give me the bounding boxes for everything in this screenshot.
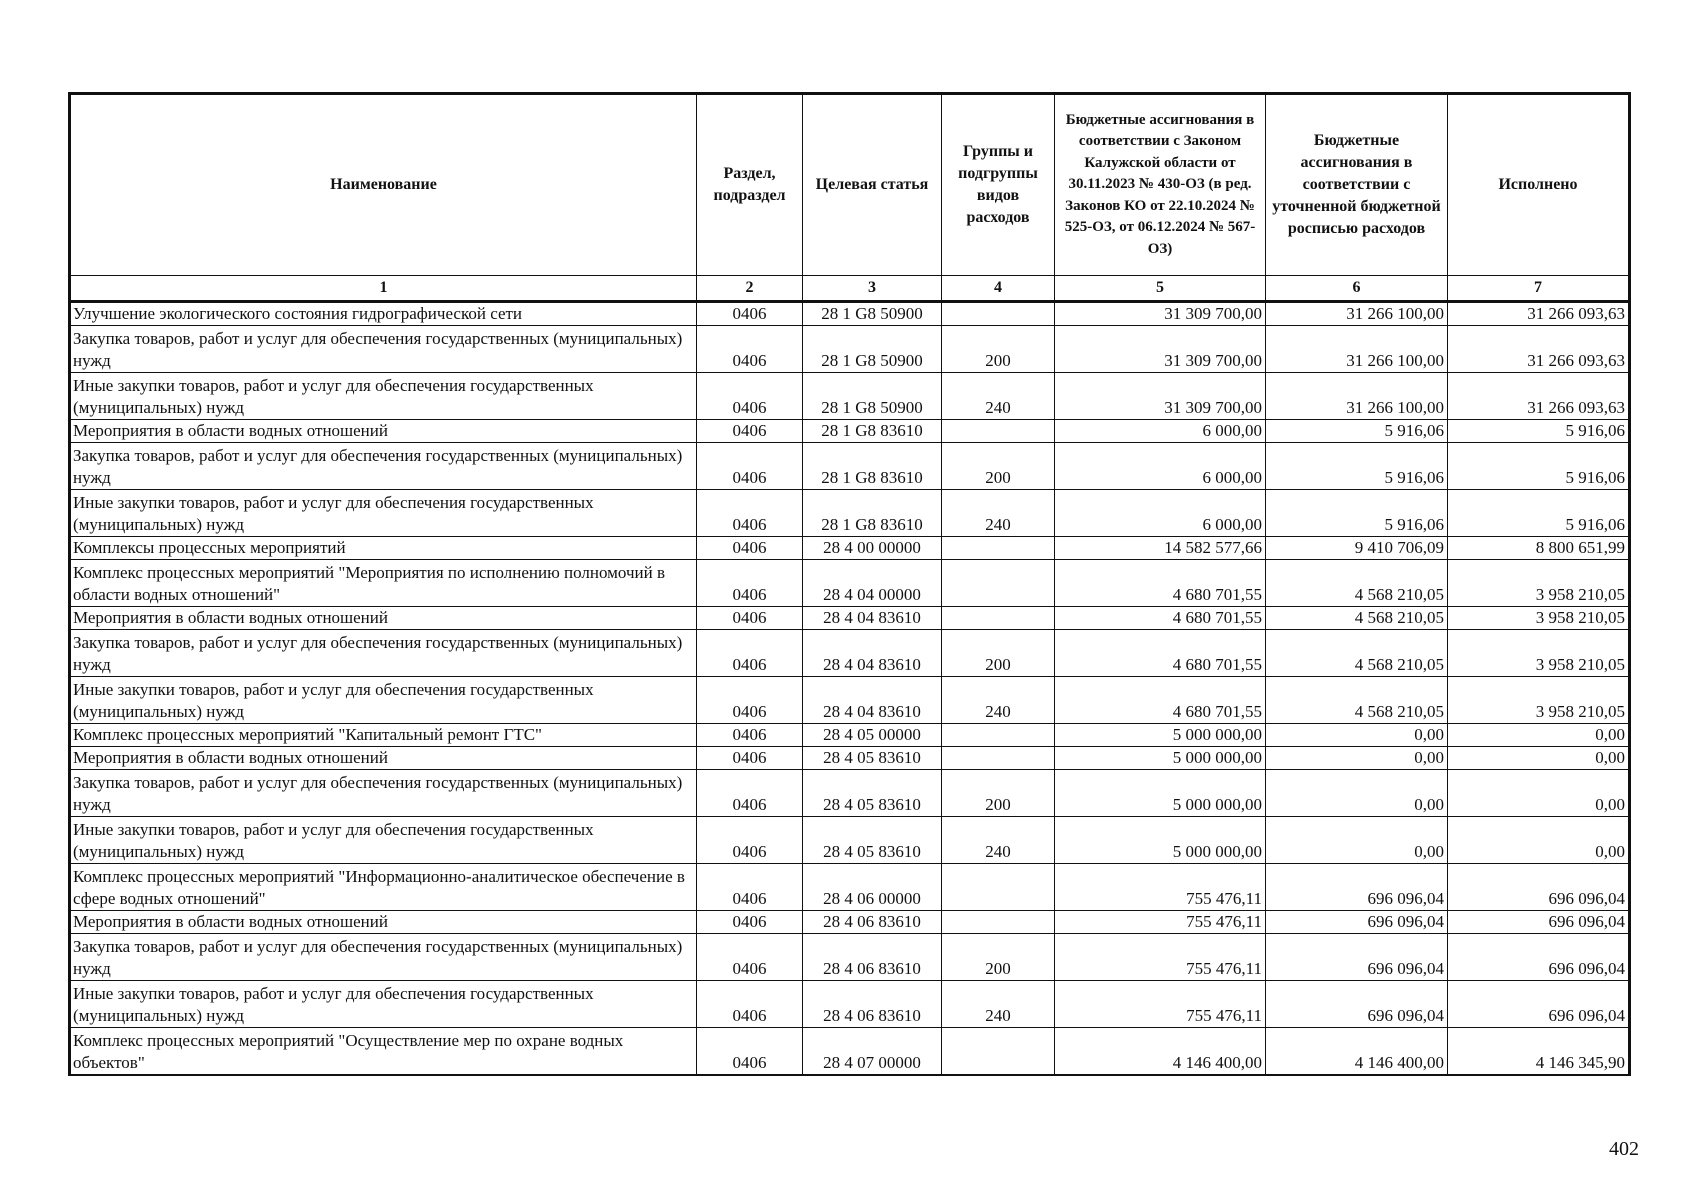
row-section: 0406 — [697, 630, 803, 677]
row-section: 0406 — [697, 981, 803, 1028]
row-section: 0406 — [697, 326, 803, 373]
row-refined-amount: 31 266 100,00 — [1266, 326, 1448, 373]
row-law-amount: 14 582 577,66 — [1055, 537, 1266, 560]
row-group — [942, 1028, 1055, 1076]
row-name: Иные закупки товаров, работ и услуг для обеспечения государственных (муниципальных) нужд — [70, 373, 697, 420]
row-refined-amount: 0,00 — [1266, 817, 1448, 864]
row-executed-amount: 4 146 345,90 — [1448, 1028, 1630, 1076]
table-row — [70, 420, 1630, 443]
row-law-amount: 755 476,11 — [1055, 864, 1266, 911]
row-executed-amount: 3 958 210,05 — [1448, 630, 1630, 677]
row-target: 28 4 04 83610 — [803, 607, 942, 630]
row-name: Мероприятия в области водных отношений — [70, 747, 697, 770]
row-law-amount: 31 309 700,00 — [1055, 326, 1266, 373]
row-refined-amount: 5 916,06 — [1266, 490, 1448, 537]
row-executed-amount: 8 800 651,99 — [1448, 537, 1630, 560]
row-executed-amount: 5 916,06 — [1448, 420, 1630, 443]
row-executed-amount: 3 958 210,05 — [1448, 607, 1630, 630]
row-refined-amount: 4 568 210,05 — [1266, 677, 1448, 724]
row-executed-amount: 3 958 210,05 — [1448, 560, 1630, 607]
row-name: Иные закупки товаров, работ и услуг для обеспечения государственных (муниципальных) нужд — [70, 981, 697, 1028]
row-section: 0406 — [697, 373, 803, 420]
row-executed-amount: 696 096,04 — [1448, 911, 1630, 934]
row-name: Закупка товаров, работ и услуг для обеспечения государственных (муниципальных) нужд — [70, 630, 697, 677]
row-group: 200 — [942, 770, 1055, 817]
row-target: 28 4 00 00000 — [803, 537, 942, 560]
table-row — [70, 1028, 1630, 1076]
row-refined-amount: 0,00 — [1266, 747, 1448, 770]
row-section: 0406 — [697, 934, 803, 981]
table-row — [70, 817, 1630, 864]
row-group: 240 — [942, 490, 1055, 537]
row-section: 0406 — [697, 537, 803, 560]
row-target: 28 4 06 83610 — [803, 981, 942, 1028]
row-law-amount: 755 476,11 — [1055, 911, 1266, 934]
column-number: 7 — [1448, 276, 1630, 302]
row-refined-amount: 696 096,04 — [1266, 981, 1448, 1028]
row-group: 200 — [942, 443, 1055, 490]
row-section: 0406 — [697, 747, 803, 770]
table-row — [70, 911, 1630, 934]
row-executed-amount: 5 916,06 — [1448, 443, 1630, 490]
row-name: Комплексы процессных мероприятий — [70, 537, 697, 560]
table-row — [70, 864, 1630, 911]
row-name: Закупка товаров, работ и услуг для обеспечения государственных (муниципальных) нужд — [70, 770, 697, 817]
row-group — [942, 560, 1055, 607]
row-target: 28 4 04 00000 — [803, 560, 942, 607]
row-law-amount: 4 680 701,55 — [1055, 677, 1266, 724]
row-refined-amount: 4 146 400,00 — [1266, 1028, 1448, 1076]
row-law-amount: 6 000,00 — [1055, 443, 1266, 490]
row-name: Мероприятия в области водных отношений — [70, 911, 697, 934]
row-law-amount: 31 309 700,00 — [1055, 373, 1266, 420]
row-group: 240 — [942, 373, 1055, 420]
column-number: 6 — [1266, 276, 1448, 302]
row-section: 0406 — [697, 864, 803, 911]
row-group — [942, 537, 1055, 560]
column-number: 1 — [70, 276, 697, 302]
row-name: Иные закупки товаров, работ и услуг для обеспечения государственных (муниципальных) нужд — [70, 817, 697, 864]
row-name: Мероприятия в области водных отношений — [70, 607, 697, 630]
row-refined-amount: 696 096,04 — [1266, 864, 1448, 911]
row-target: 28 4 06 83610 — [803, 934, 942, 981]
row-group: 240 — [942, 817, 1055, 864]
row-section: 0406 — [697, 1028, 803, 1076]
table-row — [70, 724, 1630, 747]
row-section: 0406 — [697, 770, 803, 817]
header-law-assignments: Бюджетные ассигнования в соответствии с Законом Калужской области от 30.11.2023 № 430-ОЗ (в ред. Законов КО от 22.10.2024 № 525-ОЗ, от 06.12.2024 № 567-ОЗ) — [1055, 94, 1266, 276]
row-section: 0406 — [697, 420, 803, 443]
header-executed: Исполнено — [1448, 94, 1630, 276]
row-refined-amount: 4 568 210,05 — [1266, 607, 1448, 630]
row-refined-amount: 31 266 100,00 — [1266, 302, 1448, 326]
row-target: 28 4 04 83610 — [803, 630, 942, 677]
header-name: Наименование — [70, 94, 697, 276]
row-law-amount: 755 476,11 — [1055, 981, 1266, 1028]
row-executed-amount: 31 266 093,63 — [1448, 302, 1630, 326]
row-target: 28 4 06 83610 — [803, 911, 942, 934]
row-executed-amount: 0,00 — [1448, 747, 1630, 770]
row-target: 28 1 G8 50900 — [803, 373, 942, 420]
column-number: 2 — [697, 276, 803, 302]
row-section: 0406 — [697, 607, 803, 630]
table-row — [70, 747, 1630, 770]
row-refined-amount: 0,00 — [1266, 770, 1448, 817]
table-row — [70, 934, 1630, 981]
row-law-amount: 4 680 701,55 — [1055, 560, 1266, 607]
row-name: Иные закупки товаров, работ и услуг для обеспечения государственных (муниципальных) нужд — [70, 490, 697, 537]
row-name: Закупка товаров, работ и услуг для обеспечения государственных (муниципальных) нужд — [70, 934, 697, 981]
row-name: Комплекс процессных мероприятий "Информационно-аналитическое обеспечение в сфере водных отношений" — [70, 864, 697, 911]
row-name: Мероприятия в области водных отношений — [70, 420, 697, 443]
row-refined-amount: 696 096,04 — [1266, 911, 1448, 934]
row-executed-amount: 3 958 210,05 — [1448, 677, 1630, 724]
row-executed-amount: 696 096,04 — [1448, 981, 1630, 1028]
row-name: Закупка товаров, работ и услуг для обеспечения государственных (муниципальных) нужд — [70, 326, 697, 373]
budget-table — [68, 92, 1631, 1076]
row-refined-amount: 31 266 100,00 — [1266, 373, 1448, 420]
row-target: 28 4 05 00000 — [803, 724, 942, 747]
row-section: 0406 — [697, 302, 803, 326]
row-name: Комплекс процессных мероприятий "Мероприятия по исполнению полномочий в области водных отношений" — [70, 560, 697, 607]
header-row — [70, 94, 1630, 276]
column-number: 4 — [942, 276, 1055, 302]
row-law-amount: 4 680 701,55 — [1055, 630, 1266, 677]
row-group: 200 — [942, 630, 1055, 677]
row-executed-amount: 5 916,06 — [1448, 490, 1630, 537]
row-target: 28 4 05 83610 — [803, 747, 942, 770]
row-section: 0406 — [697, 724, 803, 747]
table-row — [70, 981, 1630, 1028]
row-refined-amount: 0,00 — [1266, 724, 1448, 747]
row-law-amount: 5 000 000,00 — [1055, 747, 1266, 770]
row-refined-amount: 5 916,06 — [1266, 420, 1448, 443]
column-number-row — [70, 276, 1630, 302]
row-law-amount: 4 146 400,00 — [1055, 1028, 1266, 1076]
row-refined-amount: 696 096,04 — [1266, 934, 1448, 981]
row-law-amount: 31 309 700,00 — [1055, 302, 1266, 326]
row-group — [942, 420, 1055, 443]
row-target: 28 4 04 83610 — [803, 677, 942, 724]
row-group: 240 — [942, 981, 1055, 1028]
row-executed-amount: 696 096,04 — [1448, 864, 1630, 911]
row-executed-amount: 0,00 — [1448, 770, 1630, 817]
row-target: 28 4 07 00000 — [803, 1028, 942, 1076]
table-row — [70, 302, 1630, 326]
row-law-amount: 6 000,00 — [1055, 490, 1266, 537]
row-group — [942, 302, 1055, 326]
row-executed-amount: 31 266 093,63 — [1448, 373, 1630, 420]
header-target: Целевая статья — [803, 94, 942, 276]
row-target: 28 4 05 83610 — [803, 770, 942, 817]
row-law-amount: 755 476,11 — [1055, 934, 1266, 981]
row-section: 0406 — [697, 817, 803, 864]
row-target: 28 1 G8 83610 — [803, 443, 942, 490]
row-law-amount: 6 000,00 — [1055, 420, 1266, 443]
row-section: 0406 — [697, 911, 803, 934]
row-executed-amount: 0,00 — [1448, 817, 1630, 864]
table-row — [70, 607, 1630, 630]
table-body — [70, 302, 1630, 1076]
row-name: Комплекс процессных мероприятий "Осуществление мер по охране водных объектов" — [70, 1028, 697, 1076]
table-row — [70, 326, 1630, 373]
row-group: 240 — [942, 677, 1055, 724]
row-section: 0406 — [697, 560, 803, 607]
row-target: 28 1 G8 83610 — [803, 420, 942, 443]
row-refined-amount: 5 916,06 — [1266, 443, 1448, 490]
row-group: 200 — [942, 934, 1055, 981]
table-row — [70, 373, 1630, 420]
row-law-amount: 5 000 000,00 — [1055, 817, 1266, 864]
row-target: 28 1 G8 83610 — [803, 490, 942, 537]
row-law-amount: 4 680 701,55 — [1055, 607, 1266, 630]
table-row — [70, 490, 1630, 537]
row-target: 28 1 G8 50900 — [803, 302, 942, 326]
column-number: 3 — [803, 276, 942, 302]
row-section: 0406 — [697, 443, 803, 490]
header-refined-assignments: Бюджетные ассигнования в соответствии с уточненной бюджетной росписью расходов — [1266, 94, 1448, 276]
row-law-amount: 5 000 000,00 — [1055, 770, 1266, 817]
table-row — [70, 630, 1630, 677]
row-name: Закупка товаров, работ и услуг для обеспечения государственных (муниципальных) нужд — [70, 443, 697, 490]
row-executed-amount: 0,00 — [1448, 724, 1630, 747]
row-law-amount: 5 000 000,00 — [1055, 724, 1266, 747]
row-group — [942, 911, 1055, 934]
table-row — [70, 537, 1630, 560]
row-target: 28 1 G8 50900 — [803, 326, 942, 373]
row-refined-amount: 9 410 706,09 — [1266, 537, 1448, 560]
row-group — [942, 607, 1055, 630]
row-refined-amount: 4 568 210,05 — [1266, 630, 1448, 677]
row-group — [942, 724, 1055, 747]
table-row — [70, 677, 1630, 724]
column-number: 5 — [1055, 276, 1266, 302]
row-name: Комплекс процессных мероприятий "Капитальный ремонт ГТС" — [70, 724, 697, 747]
row-executed-amount: 31 266 093,63 — [1448, 326, 1630, 373]
row-group: 200 — [942, 326, 1055, 373]
table-row — [70, 443, 1630, 490]
row-target: 28 4 06 00000 — [803, 864, 942, 911]
row-refined-amount: 4 568 210,05 — [1266, 560, 1448, 607]
row-section: 0406 — [697, 490, 803, 537]
page-number: 402 — [1609, 1138, 1639, 1160]
row-group — [942, 747, 1055, 770]
row-name: Иные закупки товаров, работ и услуг для обеспечения государственных (муниципальных) нужд — [70, 677, 697, 724]
header-section: Раздел, подраздел — [697, 94, 803, 276]
row-section: 0406 — [697, 677, 803, 724]
table-row — [70, 560, 1630, 607]
row-group — [942, 864, 1055, 911]
table-row — [70, 770, 1630, 817]
header-groups: Группы и подгруппы видов расходов — [942, 94, 1055, 276]
row-target: 28 4 05 83610 — [803, 817, 942, 864]
row-name: Улучшение экологического состояния гидрографической сети — [70, 302, 697, 326]
row-executed-amount: 696 096,04 — [1448, 934, 1630, 981]
